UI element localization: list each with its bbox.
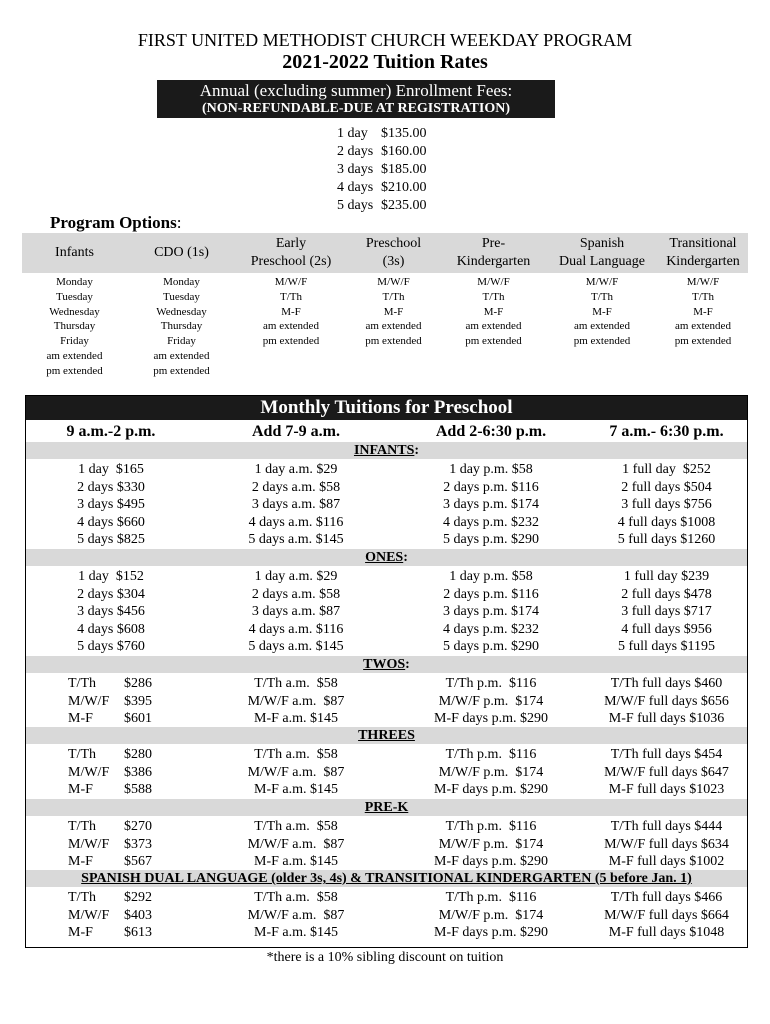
monthly-section-bar bbox=[26, 549, 747, 566]
program-option-item: pm extended bbox=[262, 335, 320, 348]
program-column-title-line2: Preschool (2s) bbox=[250, 254, 332, 269]
tuition-price: $270 bbox=[124, 819, 152, 834]
program-option-item: T/Th bbox=[280, 290, 302, 303]
monthly-section-name: THREES bbox=[358, 728, 415, 743]
tuition-full-day: M-F full days $1036 bbox=[608, 711, 725, 727]
fee-price: $160.00 bbox=[381, 144, 427, 159]
program-column-title-line1: Pre- bbox=[481, 236, 506, 251]
program-option-item: Thursday bbox=[160, 320, 203, 333]
program-column-days bbox=[547, 275, 657, 349]
tuition-schedule: M/W/F bbox=[68, 764, 110, 780]
program-column-title bbox=[457, 235, 531, 271]
sibling-discount-note: *there is a 10% sibling discount on tuition bbox=[266, 950, 504, 965]
tuition-full-day: M/W/F full days $656 bbox=[604, 693, 729, 709]
program-column-days bbox=[22, 275, 127, 379]
monthly-section-name: PRE-K bbox=[364, 800, 409, 815]
program-column-title bbox=[154, 244, 209, 262]
fee-price: $235.00 bbox=[381, 198, 427, 213]
tuition-add-am: 5 days a.m. $145 bbox=[248, 639, 344, 655]
tuition-full-day: 5 full days $1195 bbox=[617, 639, 716, 655]
tuition-9to2 bbox=[68, 764, 152, 782]
fee-price: $135.00 bbox=[381, 126, 427, 141]
monthly-section-bar bbox=[26, 442, 747, 459]
program-options-label: Program Options bbox=[50, 213, 177, 232]
tuition-add-am: M-F a.m. $145 bbox=[254, 782, 338, 798]
tuition-9to2: 4 days $660 bbox=[77, 514, 145, 530]
program-option-item: M-F bbox=[592, 305, 612, 318]
tuition-add-am: 4 days a.m. $116 bbox=[248, 514, 344, 530]
tuition-price: $373 bbox=[124, 836, 152, 852]
program-column-title-line2: Kindergarten bbox=[456, 254, 531, 269]
program-column-title-line1: Infants bbox=[55, 245, 94, 260]
enrollment-fee-note: (NON-REFUNDABLE-DUE AT REGISTRATION) bbox=[201, 101, 511, 116]
tuition-add-pm: M-F days p.m. $290 bbox=[434, 711, 548, 727]
program-options-colon: : bbox=[176, 213, 182, 232]
tuition-add-pm: M/W/F p.m. $174 bbox=[438, 693, 544, 709]
monthly-section-suffix: : bbox=[414, 443, 420, 458]
program-option-item: am extended bbox=[153, 349, 210, 362]
tuition-9to2: 2 days $330 bbox=[77, 479, 145, 495]
tuition-full-day: 2 full days $504 bbox=[621, 479, 712, 495]
tuition-9to2 bbox=[68, 818, 152, 836]
monthly-section-name: ONES bbox=[365, 550, 404, 565]
tuition-add-pm: M/W/F p.m. $174 bbox=[438, 907, 544, 923]
program-column-title-line1: Spanish bbox=[579, 236, 625, 251]
program-column-title-line1: Preschool bbox=[365, 236, 422, 251]
tuition-add-am: T/Th a.m. $58 bbox=[254, 747, 338, 762]
tuition-add-am: M/W/F a.m. $87 bbox=[247, 693, 345, 709]
tuition-schedule: M-F bbox=[68, 711, 93, 727]
tuition-full-day: 3 full days $717 bbox=[621, 604, 712, 620]
tuition-full-day: M-F full days $1002 bbox=[608, 854, 725, 870]
tuition-price: $280 bbox=[124, 747, 152, 762]
fee-row bbox=[337, 125, 427, 143]
program-option-item: am extended bbox=[465, 320, 522, 333]
program-option-item: pm extended bbox=[365, 335, 422, 348]
monthly-column-header: 9 a.m.-2 p.m. bbox=[66, 423, 156, 440]
tuition-add-pm: T/Th p.m. $116 bbox=[445, 819, 537, 834]
tuition-add-pm: M-F days p.m. $290 bbox=[434, 925, 548, 941]
tuition-full-day: 1 full day $252 bbox=[622, 462, 711, 477]
tuition-add-am: 2 days a.m. $58 bbox=[251, 479, 341, 495]
program-option-item: am extended bbox=[675, 320, 731, 333]
tuition-full-day: M-F full days $1048 bbox=[608, 925, 725, 941]
program-column-heading bbox=[22, 233, 127, 273]
program-column-days bbox=[657, 275, 749, 349]
tuition-add-am: T/Th a.m. $58 bbox=[254, 890, 338, 905]
program-option-item: Thursday bbox=[53, 320, 96, 333]
monthly-section-name: INFANTS bbox=[353, 443, 415, 458]
tuition-9to2: 3 days $456 bbox=[77, 604, 145, 620]
fee-days: 3 days bbox=[337, 162, 374, 177]
enrollment-fee-banner bbox=[157, 80, 555, 118]
tuition-9to2: 5 days $825 bbox=[77, 532, 145, 548]
program-column-title bbox=[666, 235, 740, 271]
program-column-title bbox=[55, 244, 94, 262]
tuition-add-pm: 2 days p.m. $116 bbox=[443, 586, 539, 602]
program-option-item: M-F bbox=[693, 305, 713, 318]
monthly-section-bar bbox=[26, 870, 747, 887]
program-option-item: M-F bbox=[281, 305, 301, 318]
program-column-title-line1: Early bbox=[275, 236, 307, 251]
tuition-add-pm: 1 day p.m. $58 bbox=[449, 569, 533, 584]
tuition-full-day: T/Th full days $460 bbox=[610, 676, 723, 691]
program-column-title bbox=[366, 235, 421, 271]
tuition-9to2 bbox=[68, 836, 152, 854]
tuition-add-pm: 3 days p.m. $174 bbox=[442, 497, 540, 513]
tuition-add-am: 3 days a.m. $87 bbox=[251, 604, 341, 620]
tuition-9to2: 4 days $608 bbox=[77, 621, 145, 637]
fee-row bbox=[337, 197, 427, 215]
program-column-heading bbox=[657, 233, 749, 273]
tuition-full-day: 2 full days $478 bbox=[621, 586, 712, 602]
tuition-price: $286 bbox=[124, 676, 152, 691]
tuition-schedule: M/W/F bbox=[68, 907, 110, 923]
tuition-add-pm: T/Th p.m. $116 bbox=[445, 676, 537, 691]
tuition-9to2 bbox=[68, 853, 152, 871]
program-column-heading bbox=[347, 233, 440, 273]
enrollment-fee-list bbox=[337, 125, 427, 215]
program-column-title-line2: (3s) bbox=[382, 254, 405, 269]
program-option-item: Wednesday bbox=[156, 305, 207, 318]
tuition-add-pm: M-F days p.m. $290 bbox=[434, 854, 548, 870]
tuition-schedule: T/Th bbox=[68, 676, 96, 691]
program-column-days bbox=[235, 275, 347, 349]
tuition-schedule: M/W/F bbox=[68, 693, 110, 709]
tuition-schedule: M-F bbox=[68, 782, 93, 798]
program-option-item: Wednesday bbox=[49, 305, 100, 318]
tuition-9to2: 1 day $165 bbox=[78, 462, 144, 477]
tuition-9to2 bbox=[68, 781, 152, 799]
tuition-price: $601 bbox=[124, 711, 152, 727]
fee-row bbox=[337, 179, 427, 197]
tuition-full-day: 1 full day $239 bbox=[623, 569, 710, 584]
program-option-item: M/W/F bbox=[477, 276, 510, 288]
tuition-full-day: M/W/F full days $647 bbox=[604, 764, 729, 780]
tuition-add-am: M/W/F a.m. $87 bbox=[247, 764, 345, 780]
monthly-section-suffix: : bbox=[405, 657, 410, 672]
tuition-price: $395 bbox=[124, 693, 152, 709]
tuition-full-day: M/W/F full days $664 bbox=[604, 907, 729, 923]
program-option-item: Monday bbox=[56, 276, 93, 288]
program-option-item: am extended bbox=[365, 320, 422, 333]
tuition-add-pm: 4 days p.m. $232 bbox=[442, 514, 540, 530]
program-option-item: M/W/F bbox=[686, 276, 720, 288]
monthly-tuition-title: Monthly Tuitions for Preschool bbox=[26, 396, 747, 420]
program-column-title-line1: Transitional bbox=[669, 236, 737, 251]
program-option-item: Friday bbox=[167, 335, 196, 348]
tuition-add-am: M/W/F a.m. $87 bbox=[247, 907, 345, 923]
fee-days: 1 day bbox=[337, 126, 368, 141]
tuition-add-pm: 5 days p.m. $290 bbox=[442, 639, 540, 655]
tuition-full-day: 4 full days $956 bbox=[621, 621, 712, 637]
program-option-item: pm extended bbox=[153, 364, 210, 377]
tuition-add-pm: M/W/F p.m. $174 bbox=[438, 836, 544, 852]
program-option-item: am extended bbox=[46, 349, 103, 362]
tuition-add-pm: 1 day p.m. $58 bbox=[449, 462, 533, 477]
program-column-days bbox=[128, 275, 235, 379]
program-column-title-line2: Dual Language bbox=[559, 254, 645, 269]
program-option-item: T/Th bbox=[692, 290, 714, 303]
tuition-add-am: M/W/F a.m. $87 bbox=[247, 836, 345, 852]
program-column-heading bbox=[235, 233, 347, 273]
tuition-price: $403 bbox=[124, 907, 152, 923]
monthly-column-header: 7 a.m.- 6:30 p.m. bbox=[609, 423, 724, 440]
program-option-item: M-F bbox=[383, 305, 404, 318]
enrollment-fee-heading: Annual (excluding summer) Enrollment Fees: bbox=[199, 81, 513, 100]
tuition-price: $613 bbox=[124, 925, 152, 941]
program-column-heading bbox=[440, 233, 547, 273]
tuition-add-am: 1 day a.m. $29 bbox=[254, 569, 338, 584]
monthly-section-name: TWOS bbox=[363, 657, 406, 672]
tuition-add-am: T/Th a.m. $58 bbox=[254, 819, 338, 834]
tuition-add-pm: 5 days p.m. $290 bbox=[442, 532, 540, 548]
tuition-9to2 bbox=[68, 693, 152, 711]
tuition-add-pm: M-F days p.m. $290 bbox=[434, 782, 548, 798]
program-column-title bbox=[251, 235, 332, 271]
monthly-column-header: Add 7-9 a.m. bbox=[251, 423, 340, 440]
program-option-item: T/Th bbox=[591, 290, 613, 303]
tuition-price: $567 bbox=[124, 854, 152, 870]
tuition-9to2: 1 day $152 bbox=[78, 569, 144, 584]
tuition-schedule: M-F bbox=[68, 925, 93, 941]
tuition-add-am: 3 days a.m. $87 bbox=[251, 497, 341, 513]
program-option-item: M/W/F bbox=[585, 276, 619, 288]
page-subtitle: 2021-2022 Tuition Rates bbox=[282, 51, 488, 73]
tuition-add-am: 5 days a.m. $145 bbox=[248, 532, 344, 548]
fee-price: $210.00 bbox=[381, 180, 427, 195]
tuition-full-day: T/Th full days $466 bbox=[610, 890, 723, 905]
program-options-heading bbox=[50, 213, 181, 233]
tuition-9to2 bbox=[68, 710, 152, 728]
tuition-price: $588 bbox=[124, 782, 152, 798]
fee-days: 4 days bbox=[337, 180, 374, 195]
tuition-9to2 bbox=[68, 675, 152, 693]
tuition-add-pm: 3 days p.m. $174 bbox=[442, 604, 540, 620]
tuition-full-day: T/Th full days $454 bbox=[610, 747, 723, 762]
program-column-title bbox=[559, 235, 645, 271]
program-option-item: M-F bbox=[483, 305, 504, 318]
program-option-item: am extended bbox=[574, 320, 630, 333]
fee-days: 5 days bbox=[337, 198, 374, 213]
tuition-full-day: T/Th full days $444 bbox=[610, 819, 723, 834]
tuition-full-day: 3 full days $756 bbox=[621, 497, 712, 513]
tuition-schedule: M-F bbox=[68, 854, 93, 870]
program-column-heading bbox=[128, 233, 235, 273]
program-option-item: M/W/F bbox=[274, 276, 308, 288]
tuition-full-day: 4 full days $1008 bbox=[617, 514, 716, 530]
program-option-item: T/Th bbox=[482, 290, 505, 303]
program-column-days bbox=[440, 275, 547, 349]
tuition-add-pm: 4 days p.m. $232 bbox=[442, 621, 540, 637]
monthly-section-suffix: : bbox=[403, 550, 408, 565]
fee-days: 2 days bbox=[337, 144, 374, 159]
tuition-price: $292 bbox=[124, 890, 152, 905]
program-option-item: T/Th bbox=[382, 290, 405, 303]
program-option-item: Tuesday bbox=[163, 290, 200, 303]
tuition-9to2 bbox=[68, 907, 152, 925]
tuition-add-pm: M/W/F p.m. $174 bbox=[438, 764, 544, 780]
tuition-add-pm: 2 days p.m. $116 bbox=[443, 479, 539, 495]
monthly-section-name: SPANISH DUAL LANGUAGE (older 3s, 4s) & TRANSITIONAL KINDERGARTEN (5 before Jan. 1) bbox=[81, 871, 692, 886]
program-column-title-line2: Kindergarten bbox=[666, 254, 740, 269]
tuition-price: $386 bbox=[124, 764, 152, 780]
tuition-add-pm: T/Th p.m. $116 bbox=[445, 747, 537, 762]
program-column-title-line1: CDO (1s) bbox=[154, 245, 209, 260]
fee-price: $185.00 bbox=[381, 162, 427, 177]
program-option-item: am extended bbox=[263, 320, 319, 333]
tuition-9to2 bbox=[68, 889, 152, 907]
tuition-full-day: M-F full days $1023 bbox=[608, 782, 725, 798]
fee-row bbox=[337, 143, 427, 161]
program-column-heading bbox=[547, 233, 657, 273]
tuition-add-am: 2 days a.m. $58 bbox=[251, 586, 341, 602]
tuition-schedule: T/Th bbox=[68, 819, 96, 834]
tuition-9to2 bbox=[68, 746, 152, 764]
program-option-item: M/W/F bbox=[377, 276, 410, 288]
page-title: FIRST UNITED METHODIST CHURCH WEEKDAY PROGRAM bbox=[137, 30, 633, 50]
program-option-item: pm extended bbox=[573, 335, 631, 348]
tuition-9to2: 3 days $495 bbox=[77, 497, 145, 513]
tuition-schedule: T/Th bbox=[68, 890, 96, 905]
tuition-schedule: T/Th bbox=[68, 747, 96, 762]
tuition-9to2: 2 days $304 bbox=[77, 586, 145, 602]
tuition-add-am: T/Th a.m. $58 bbox=[254, 676, 338, 691]
program-option-item: Monday bbox=[163, 276, 200, 288]
tuition-full-day: M/W/F full days $634 bbox=[604, 836, 729, 852]
monthly-section-bar bbox=[26, 799, 747, 816]
tuition-add-am: M-F a.m. $145 bbox=[254, 854, 338, 870]
monthly-column-header: Add 2-6:30 p.m. bbox=[435, 423, 547, 440]
program-option-item: Friday bbox=[60, 335, 89, 348]
tuition-add-am: 4 days a.m. $116 bbox=[248, 621, 344, 637]
monthly-section-bar bbox=[26, 727, 747, 744]
program-option-item: Tuesday bbox=[56, 290, 93, 303]
tuition-9to2 bbox=[68, 924, 152, 942]
tuition-full-day: 5 full days $1260 bbox=[617, 532, 716, 548]
tuition-add-pm: T/Th p.m. $116 bbox=[445, 890, 537, 905]
program-option-item: pm extended bbox=[465, 335, 522, 348]
tuition-add-am: 1 day a.m. $29 bbox=[254, 462, 338, 477]
tuition-add-am: M-F a.m. $145 bbox=[254, 711, 338, 727]
program-column-days bbox=[347, 275, 440, 349]
fee-row bbox=[337, 161, 427, 179]
tuition-add-am: M-F a.m. $145 bbox=[254, 925, 338, 941]
tuition-9to2: 5 days $760 bbox=[77, 639, 145, 655]
tuition-schedule: M/W/F bbox=[68, 836, 110, 852]
program-option-item: pm extended bbox=[46, 364, 103, 377]
monthly-section-bar bbox=[26, 656, 747, 673]
program-option-item: pm extended bbox=[674, 335, 732, 348]
